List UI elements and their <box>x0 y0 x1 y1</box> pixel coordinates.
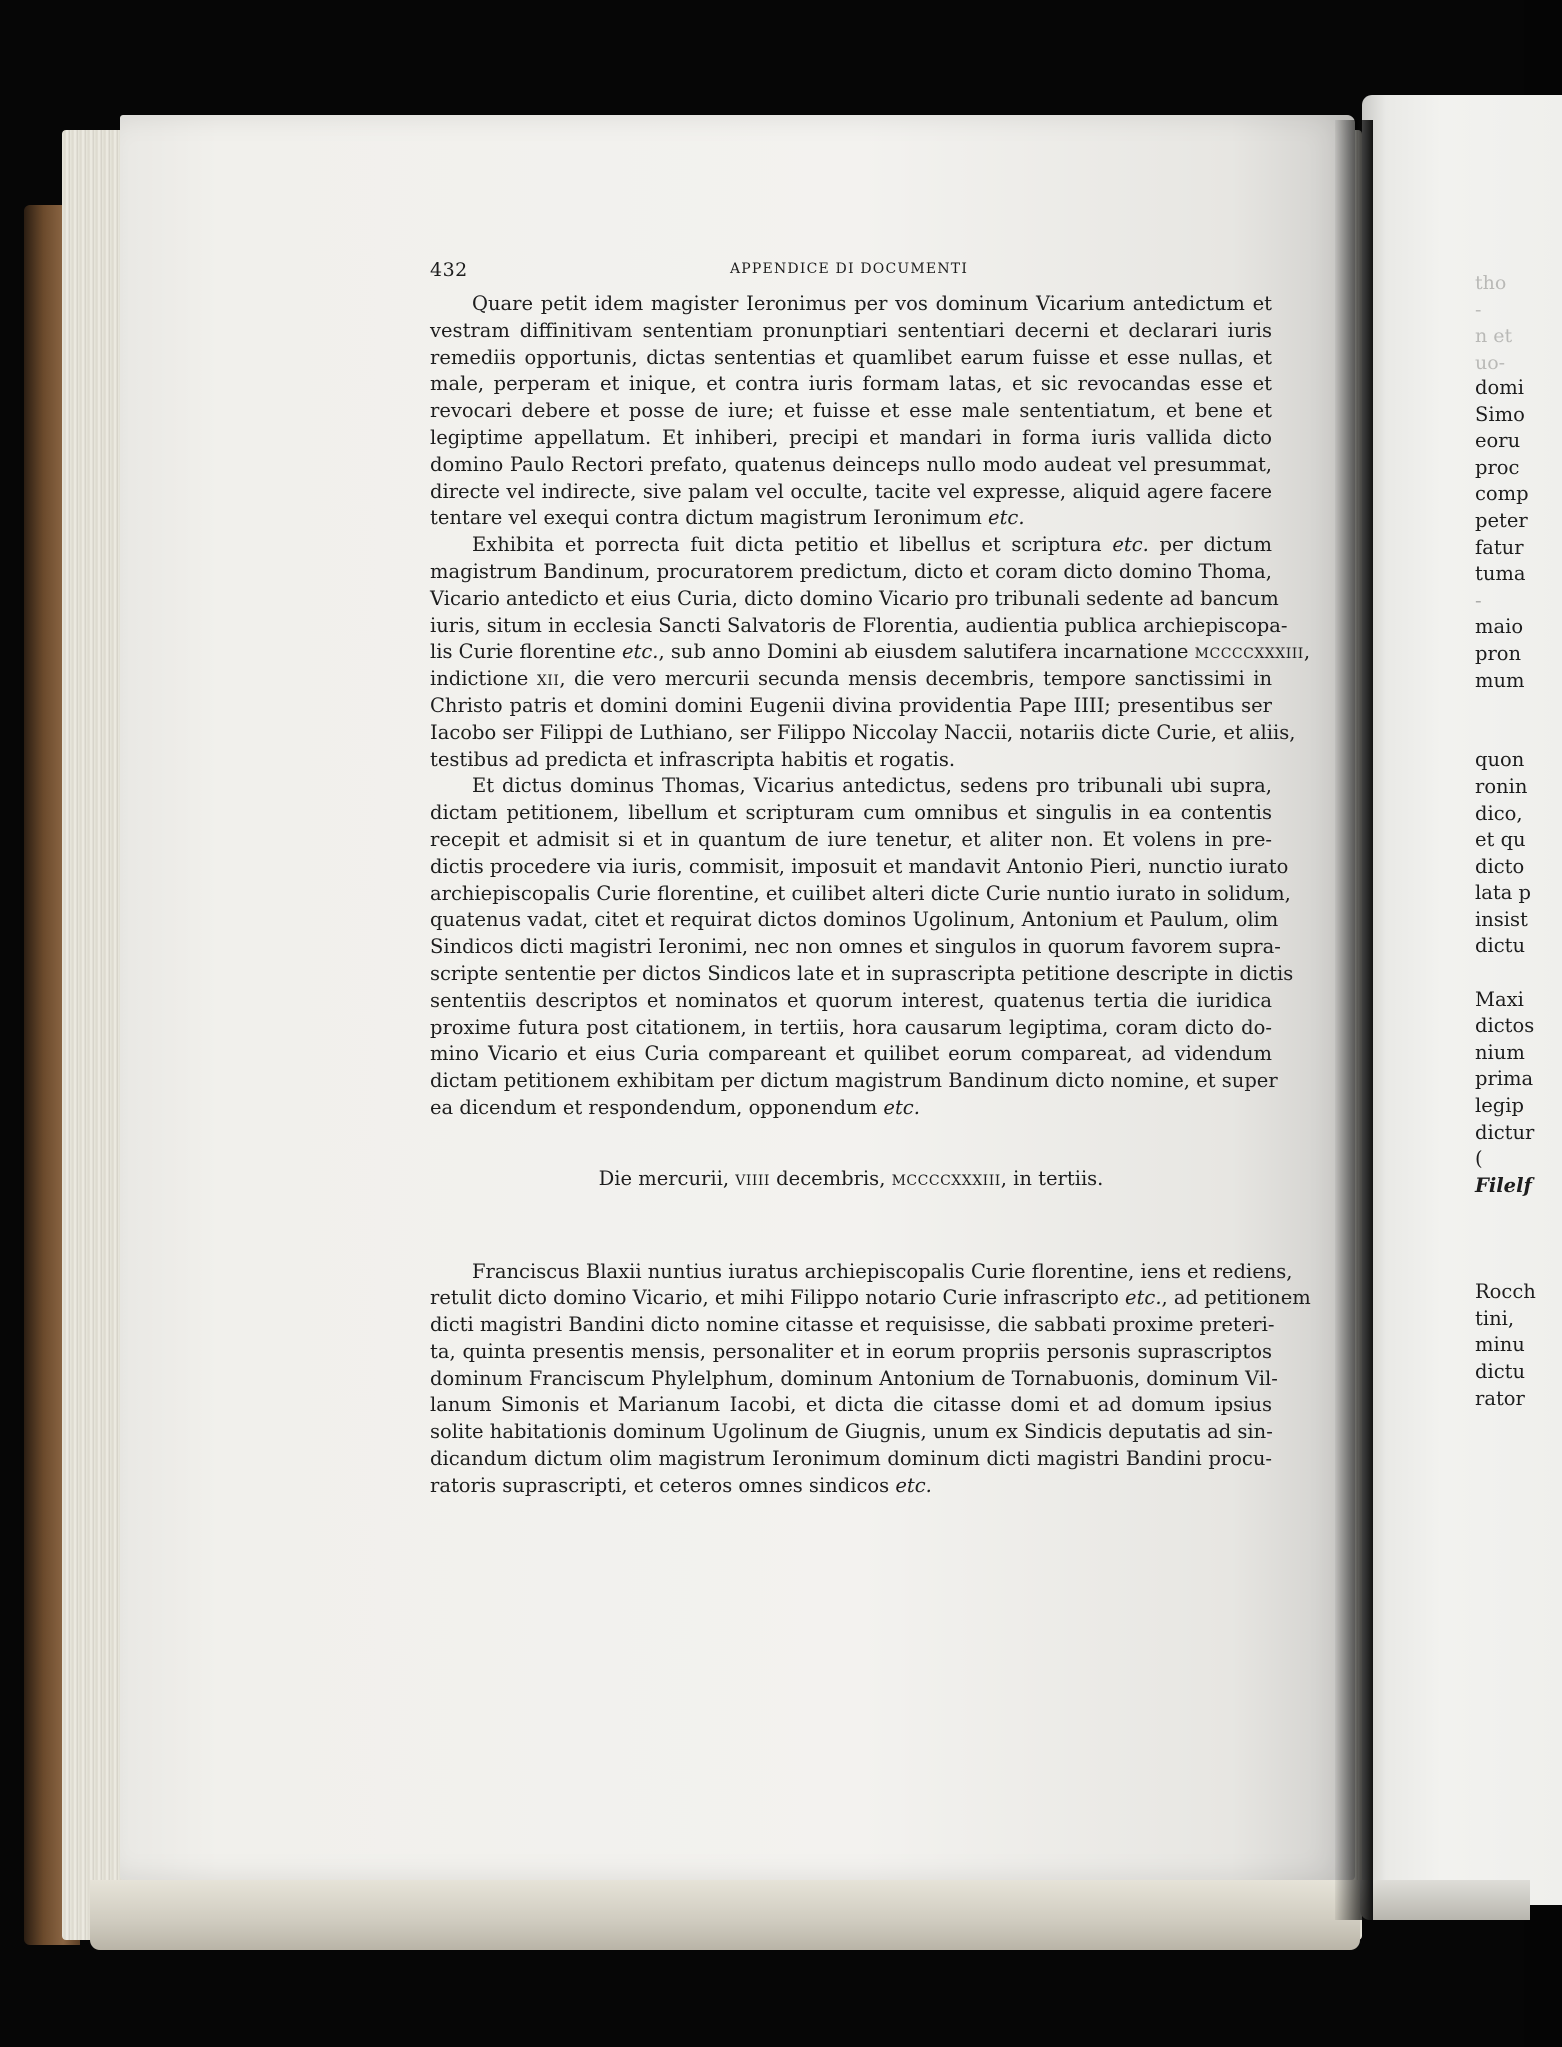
page-header <box>430 255 1272 291</box>
right-fragment: tho <box>1475 272 1507 294</box>
right-fragment: tini, <box>1475 1306 1515 1330</box>
right-fragment: n et <box>1475 325 1513 348</box>
right-fragment: dictu <box>1475 1359 1526 1383</box>
text-line: scripte sententie per dictos Sindicos late et in suprascripta petitione descripte in dictis <box>430 961 1294 985</box>
right-fragment: prima <box>1475 1067 1534 1091</box>
right-fragment: dictos <box>1475 1014 1535 1038</box>
right-fragment: insist <box>1475 907 1528 931</box>
text-line: retulit dicto domino Vicario, et mihi Filippo notario Curie infrascripto etc., ad petitionem <box>430 1286 1311 1310</box>
paragraph-2 <box>430 532 1311 773</box>
text-line: remediis opportunis, dictas sententias et quamlibet earum fuisse et esse nullas, et <box>430 345 1272 369</box>
right-fragment: peter <box>1475 508 1528 532</box>
right-fragment: lata p <box>1475 881 1532 905</box>
text-line: Christo patris et domini domini Eugenii divina providentia Pape IIII; presentibus ser <box>430 693 1272 717</box>
text-line: ratoris suprascripti, et ceteros omnes sindicos etc. <box>430 1473 932 1497</box>
right-fragment: et qu <box>1475 828 1526 852</box>
dateline: Die mercurii, viiii decembris, mccccxxxiii, in tertiis. <box>598 1166 1104 1190</box>
right-fragment: - <box>1475 588 1482 612</box>
paragraph-3 <box>430 773 1294 1121</box>
text-line: Sindicos dicti magistri Ieronimi, nec non omnes et singulos in quorum favorem supra- <box>430 935 1281 959</box>
text-line: directe vel indirecte, sive palam vel occulte, tacite vel expresse, aliquid agere facere <box>430 479 1272 503</box>
right-fragment: Filelf <box>1475 1173 1532 1197</box>
text-line: dictam petitionem, libellum et scripturam cum omnibus et singulis in ea contentis <box>430 801 1272 825</box>
right-fragment: mum <box>1475 668 1525 692</box>
text-line: Vicario antedicto et eius Curia, dicto domino Vicario pro tribunali sedente ad bancum <box>430 586 1279 610</box>
right-fragment: rator <box>1475 1386 1525 1410</box>
running-title: APPENDICE DI DOCUMENTI <box>730 261 969 277</box>
text-line: Et dictus dominus Thomas, Vicarius antedictus, sedens pro tribunali ubi supra, <box>472 774 1272 798</box>
page-stack-bottom <box>90 1880 1360 1950</box>
text-line: testibus ad predicta et infrascripta habitis et rogatis. <box>430 747 956 771</box>
right-fragment: dico, <box>1475 801 1523 825</box>
right-fragment: pron <box>1475 641 1522 665</box>
right-fragment: dictur <box>1475 1120 1535 1144</box>
right-fragment: quon <box>1475 748 1525 772</box>
text-line: Quare petit idem magister Ieronimus per vos dominum Vicarium antedictum et <box>472 292 1272 315</box>
text-line: indictione xii, die vero mercurii secunda mensis decembris, tempore sanctissimi in <box>430 667 1273 691</box>
text-line: dictis procedere via iuris, commisit, imposuit et mandavit Antonio Pieri, nunctio iurato <box>430 854 1289 878</box>
right-fragment: eoru <box>1475 429 1521 453</box>
text-line: legiptime appellatum. Et inhiberi, precipi et mandari in forma iuris vallida dicto <box>430 425 1272 449</box>
text-line: recepit et admisit si et in quantum de iure tenetur, et aliter non. Et volens in pre- <box>430 827 1272 851</box>
text-line: dicandum dictum olim magistrum Ieronimum dominum dicti magistri Bandini procu- <box>430 1447 1272 1471</box>
right-fragment: nium <box>1475 1040 1525 1064</box>
right-fragment: ( <box>1475 1147 1483 1171</box>
right-fragment: domi <box>1475 376 1524 399</box>
right-fragment: legip <box>1475 1094 1524 1118</box>
right-fragment: dicto <box>1475 854 1525 878</box>
text-line: sententiis descriptos et nominatos et quorum interest, quatenus tertia die iuridica <box>430 988 1272 1012</box>
text-line: dominum Franciscum Phylelphum, dominum Antonium de Tornabuonis, dominum Vil- <box>430 1366 1278 1390</box>
right-fragment: comp <box>1475 482 1529 506</box>
right-fragment: Simo <box>1475 402 1525 426</box>
right-fragment: dictu <box>1475 934 1526 958</box>
text-line: Iacobo ser Filippi de Luthiano, ser Filippo Niccolay Naccii, notariis dicte Curie, et aliis, <box>430 720 1296 744</box>
text-line: revocari debere et posse de iure; et fuisse et esse male sententiatum, et bene et <box>430 399 1272 423</box>
text-line: lanum Simonis et Marianum Iacobi, et dicta die citasse domi et ad domum ipsius <box>430 1393 1272 1417</box>
text-line: dicti magistri Bandini dicto nomine citasse et requisisse, die sabbati proxime preteri- <box>430 1313 1275 1337</box>
text-line: iuris, situm in ecclesia Sancti Salvatoris de Florentia, audientia publica archiepiscopa- <box>430 613 1288 637</box>
right-fragment: Rocch <box>1475 1280 1536 1304</box>
text-line: domino Paulo Rectori prefato, quatenus deinceps nullo modo audeat vel presummat, <box>430 452 1272 476</box>
right-fragment: - <box>1475 298 1482 321</box>
text-line: Exhibita et porrecta fuit dicta petitio et libellus et scriptura etc. per dictum <box>472 533 1272 557</box>
page-number: 432 <box>430 259 468 281</box>
right-page-faint-text <box>1475 270 1535 376</box>
right-fragment: Maxi <box>1475 987 1524 1011</box>
right-fragment: uo- <box>1475 351 1506 374</box>
right-page-bottom <box>1360 1880 1530 1920</box>
right-fragment: maio <box>1475 615 1524 639</box>
text-line: ta, quinta presentis mensis, personaliter et in eorum propriis personis suprascriptos <box>430 1339 1272 1363</box>
text-line: male, perperam et inique, et contra iuris formam latas, et sic revocandas esse et <box>430 372 1272 396</box>
paragraph-1 <box>430 291 1272 532</box>
text-line: tentare vel exequi contra dictum magistrum Ieronimum etc. <box>430 506 1025 530</box>
right-fragment: fatur <box>1475 535 1524 559</box>
book-gutter <box>1335 120 1373 1920</box>
text-line: magistrum Bandinum, procuratorem predictum, dicto et coram dicto domino Thoma, <box>430 559 1272 583</box>
right-page-text <box>1475 375 1535 1412</box>
text-line: ea dicendum et respondendum, opponendum etc. <box>430 1095 920 1119</box>
paragraph-4 <box>430 1259 1311 1500</box>
text-line: Franciscus Blaxii nuntius iuratus archiepiscopalis Curie florentine, iens et rediens, <box>472 1259 1293 1283</box>
text-line: lis Curie florentine etc., sub anno Domini ab eiusdem salutifera incarnatione mccccxxxiii, <box>430 640 1311 664</box>
text-line: quatenus vadat, citet et requirat dictos dominos Ugolinum, Antonium et Paulum, olim <box>430 908 1279 932</box>
text-line: archiepiscopalis Curie florentine, et cuilibet alteri dicte Curie nuntio iurato in solidum, <box>430 881 1291 905</box>
right-fragment: proc <box>1475 455 1520 479</box>
right-fragment: minu <box>1475 1333 1525 1357</box>
page-text <box>430 255 1311 1500</box>
text-line: mino Vicario et eius Curia compareant et quilibet eorum compareat, ad videndum <box>430 1042 1272 1066</box>
text-line: solite habitationis dominum Ugolinum de Giugnis, unum ex Sindicis deputatis ad sin- <box>430 1420 1273 1444</box>
text-line: proxime futura post citationem, in tertiis, hora causarum legiptima, coram dicto do- <box>430 1015 1272 1039</box>
text-line: vestram diffinitivam sententiam pronunptiari sententiari decerni et declarari iuris <box>430 318 1272 342</box>
text-line: dictam petitionem exhibitam per dictum magistrum Bandinum dicto nomine, et super <box>430 1069 1278 1093</box>
right-fragment: ronin <box>1475 774 1528 798</box>
right-fragment: tuma <box>1475 562 1526 586</box>
